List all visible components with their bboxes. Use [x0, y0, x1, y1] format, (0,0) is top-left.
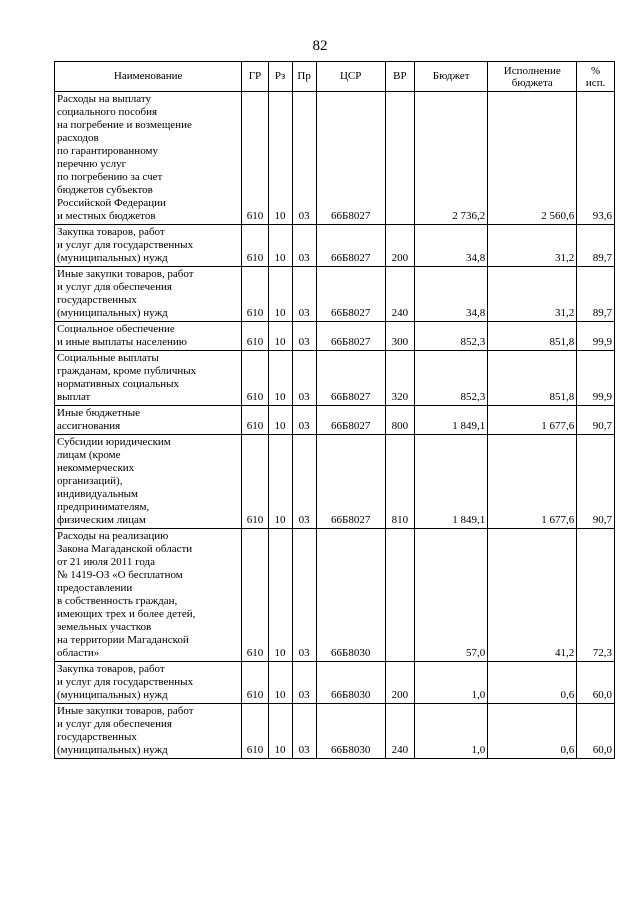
cell-gr: 610 [242, 92, 268, 225]
cell-percent: 89,7 [577, 225, 615, 267]
cell-gr: 610 [242, 704, 268, 759]
table-row [55, 322, 615, 351]
cell-gr: 610 [242, 322, 268, 351]
cell-pr: 03 [292, 322, 316, 351]
cell-rz: 10 [268, 92, 292, 225]
table-row [55, 92, 615, 225]
cell-vr: 810 [385, 435, 414, 529]
cell-budget: 1 849,1 [415, 406, 488, 435]
cell-gr: 610 [242, 406, 268, 435]
cell-csr: 66Б8030 [316, 704, 385, 759]
cell-vr: 200 [385, 662, 414, 704]
cell-budget: 852,3 [415, 322, 488, 351]
cell-budget: 852,3 [415, 351, 488, 406]
cell-vr: 240 [385, 704, 414, 759]
header-csr: ЦСР [316, 62, 385, 92]
table-row [55, 529, 615, 662]
cell-percent: 72,3 [577, 529, 615, 662]
table-header-row [55, 62, 615, 92]
cell-csr: 66Б8027 [316, 225, 385, 267]
cell-pr: 03 [292, 92, 316, 225]
cell-pr: 03 [292, 704, 316, 759]
cell-name: Иные бюджетные ассигнования [55, 406, 242, 435]
cell-pr: 03 [292, 351, 316, 406]
table-row [55, 267, 615, 322]
cell-csr: 66Б8030 [316, 529, 385, 662]
cell-execution: 2 560,6 [488, 92, 577, 225]
cell-name: Закупка товаров, работ и услуг для государственных (муниципальных) нужд [55, 662, 242, 704]
cell-execution: 41,2 [488, 529, 577, 662]
cell-rz: 10 [268, 662, 292, 704]
cell-budget: 57,0 [415, 529, 488, 662]
cell-percent: 90,7 [577, 435, 615, 529]
cell-gr: 610 [242, 225, 268, 267]
cell-percent: 60,0 [577, 662, 615, 704]
cell-vr: 240 [385, 267, 414, 322]
cell-gr: 610 [242, 267, 268, 322]
cell-pr: 03 [292, 662, 316, 704]
table-row [55, 704, 615, 759]
cell-percent: 89,7 [577, 267, 615, 322]
cell-execution: 851,8 [488, 351, 577, 406]
cell-gr: 610 [242, 529, 268, 662]
cell-vr [385, 92, 414, 225]
cell-name: Расходы на выплату социального пособия на погребение и возмещение расходов по гарантированному перечню услуг по погребению за счет бюджетов субъектов Российской Федерации и местных бюджетов [55, 92, 242, 225]
page-number: 82 [312, 38, 328, 54]
cell-csr: 66Б8027 [316, 322, 385, 351]
cell-budget: 2 736,2 [415, 92, 488, 225]
cell-rz: 10 [268, 225, 292, 267]
cell-execution: 1 677,6 [488, 435, 577, 529]
cell-budget: 34,8 [415, 267, 488, 322]
table-row [55, 662, 615, 704]
cell-percent: 90,7 [577, 406, 615, 435]
cell-vr [385, 529, 414, 662]
cell-budget: 34,8 [415, 225, 488, 267]
cell-rz: 10 [268, 406, 292, 435]
cell-pr: 03 [292, 406, 316, 435]
cell-execution: 0,6 [488, 704, 577, 759]
cell-rz: 10 [268, 529, 292, 662]
cell-csr: 66Б8027 [316, 267, 385, 322]
header-pr: Пр [292, 62, 316, 92]
cell-csr: 66Б8030 [316, 662, 385, 704]
cell-name: Иные закупки товаров, работ и услуг для обеспечения государственных (муниципальных) нужд [55, 704, 242, 759]
cell-pr: 03 [292, 267, 316, 322]
cell-budget: 1,0 [415, 662, 488, 704]
cell-percent: 99,9 [577, 322, 615, 351]
cell-gr: 610 [242, 351, 268, 406]
header-execution: Исполнение бюджета [488, 62, 577, 92]
header-rz: Рз [268, 62, 292, 92]
cell-percent: 93,6 [577, 92, 615, 225]
cell-budget: 1 849,1 [415, 435, 488, 529]
cell-name: Субсидии юридическим лицам (кроме некоммерческих организаций), индивидуальным предпринимателям, физическим лицам [55, 435, 242, 529]
cell-csr: 66Б8027 [316, 351, 385, 406]
table-row [55, 406, 615, 435]
cell-name: Иные закупки товаров, работ и услуг для обеспечения государственных (муниципальных) нужд [55, 267, 242, 322]
header-percent: % исп. [577, 62, 615, 92]
table-row [55, 225, 615, 267]
cell-name: Закупка товаров, работ и услуг для государственных (муниципальных) нужд [55, 225, 242, 267]
table-row [55, 351, 615, 406]
cell-pr: 03 [292, 435, 316, 529]
cell-name: Расходы на реализацию Закона Магаданской области от 21 июля 2011 года № 1419-ОЗ «О бесплатном предоставлении в собственность граждан, имеющих трех и более детей, земельных участков на территории Магаданской области» [55, 529, 242, 662]
table-row [55, 435, 615, 529]
cell-name: Социальные выплаты гражданам, кроме публичных нормативных социальных выплат [55, 351, 242, 406]
cell-vr: 800 [385, 406, 414, 435]
cell-rz: 10 [268, 351, 292, 406]
cell-vr: 320 [385, 351, 414, 406]
cell-execution: 0,6 [488, 662, 577, 704]
header-name: Наименование [55, 62, 242, 92]
cell-execution: 31,2 [488, 225, 577, 267]
cell-rz: 10 [268, 704, 292, 759]
cell-rz: 10 [268, 322, 292, 351]
header-budget: Бюджет [415, 62, 488, 92]
cell-csr: 66Б8027 [316, 92, 385, 225]
cell-percent: 60,0 [577, 704, 615, 759]
cell-gr: 610 [242, 435, 268, 529]
cell-rz: 10 [268, 267, 292, 322]
header-gr: ГР [242, 62, 268, 92]
cell-pr: 03 [292, 529, 316, 662]
cell-rz: 10 [268, 435, 292, 529]
cell-name: Социальное обеспечение и иные выплаты населению [55, 322, 242, 351]
cell-execution: 1 677,6 [488, 406, 577, 435]
cell-vr: 200 [385, 225, 414, 267]
cell-pr: 03 [292, 225, 316, 267]
cell-execution: 851,8 [488, 322, 577, 351]
budget-table [54, 61, 615, 759]
cell-execution: 31,2 [488, 267, 577, 322]
cell-percent: 99,9 [577, 351, 615, 406]
cell-budget: 1,0 [415, 704, 488, 759]
cell-csr: 66Б8027 [316, 435, 385, 529]
cell-csr: 66Б8027 [316, 406, 385, 435]
header-vr: ВР [385, 62, 414, 92]
cell-gr: 610 [242, 662, 268, 704]
cell-vr: 300 [385, 322, 414, 351]
